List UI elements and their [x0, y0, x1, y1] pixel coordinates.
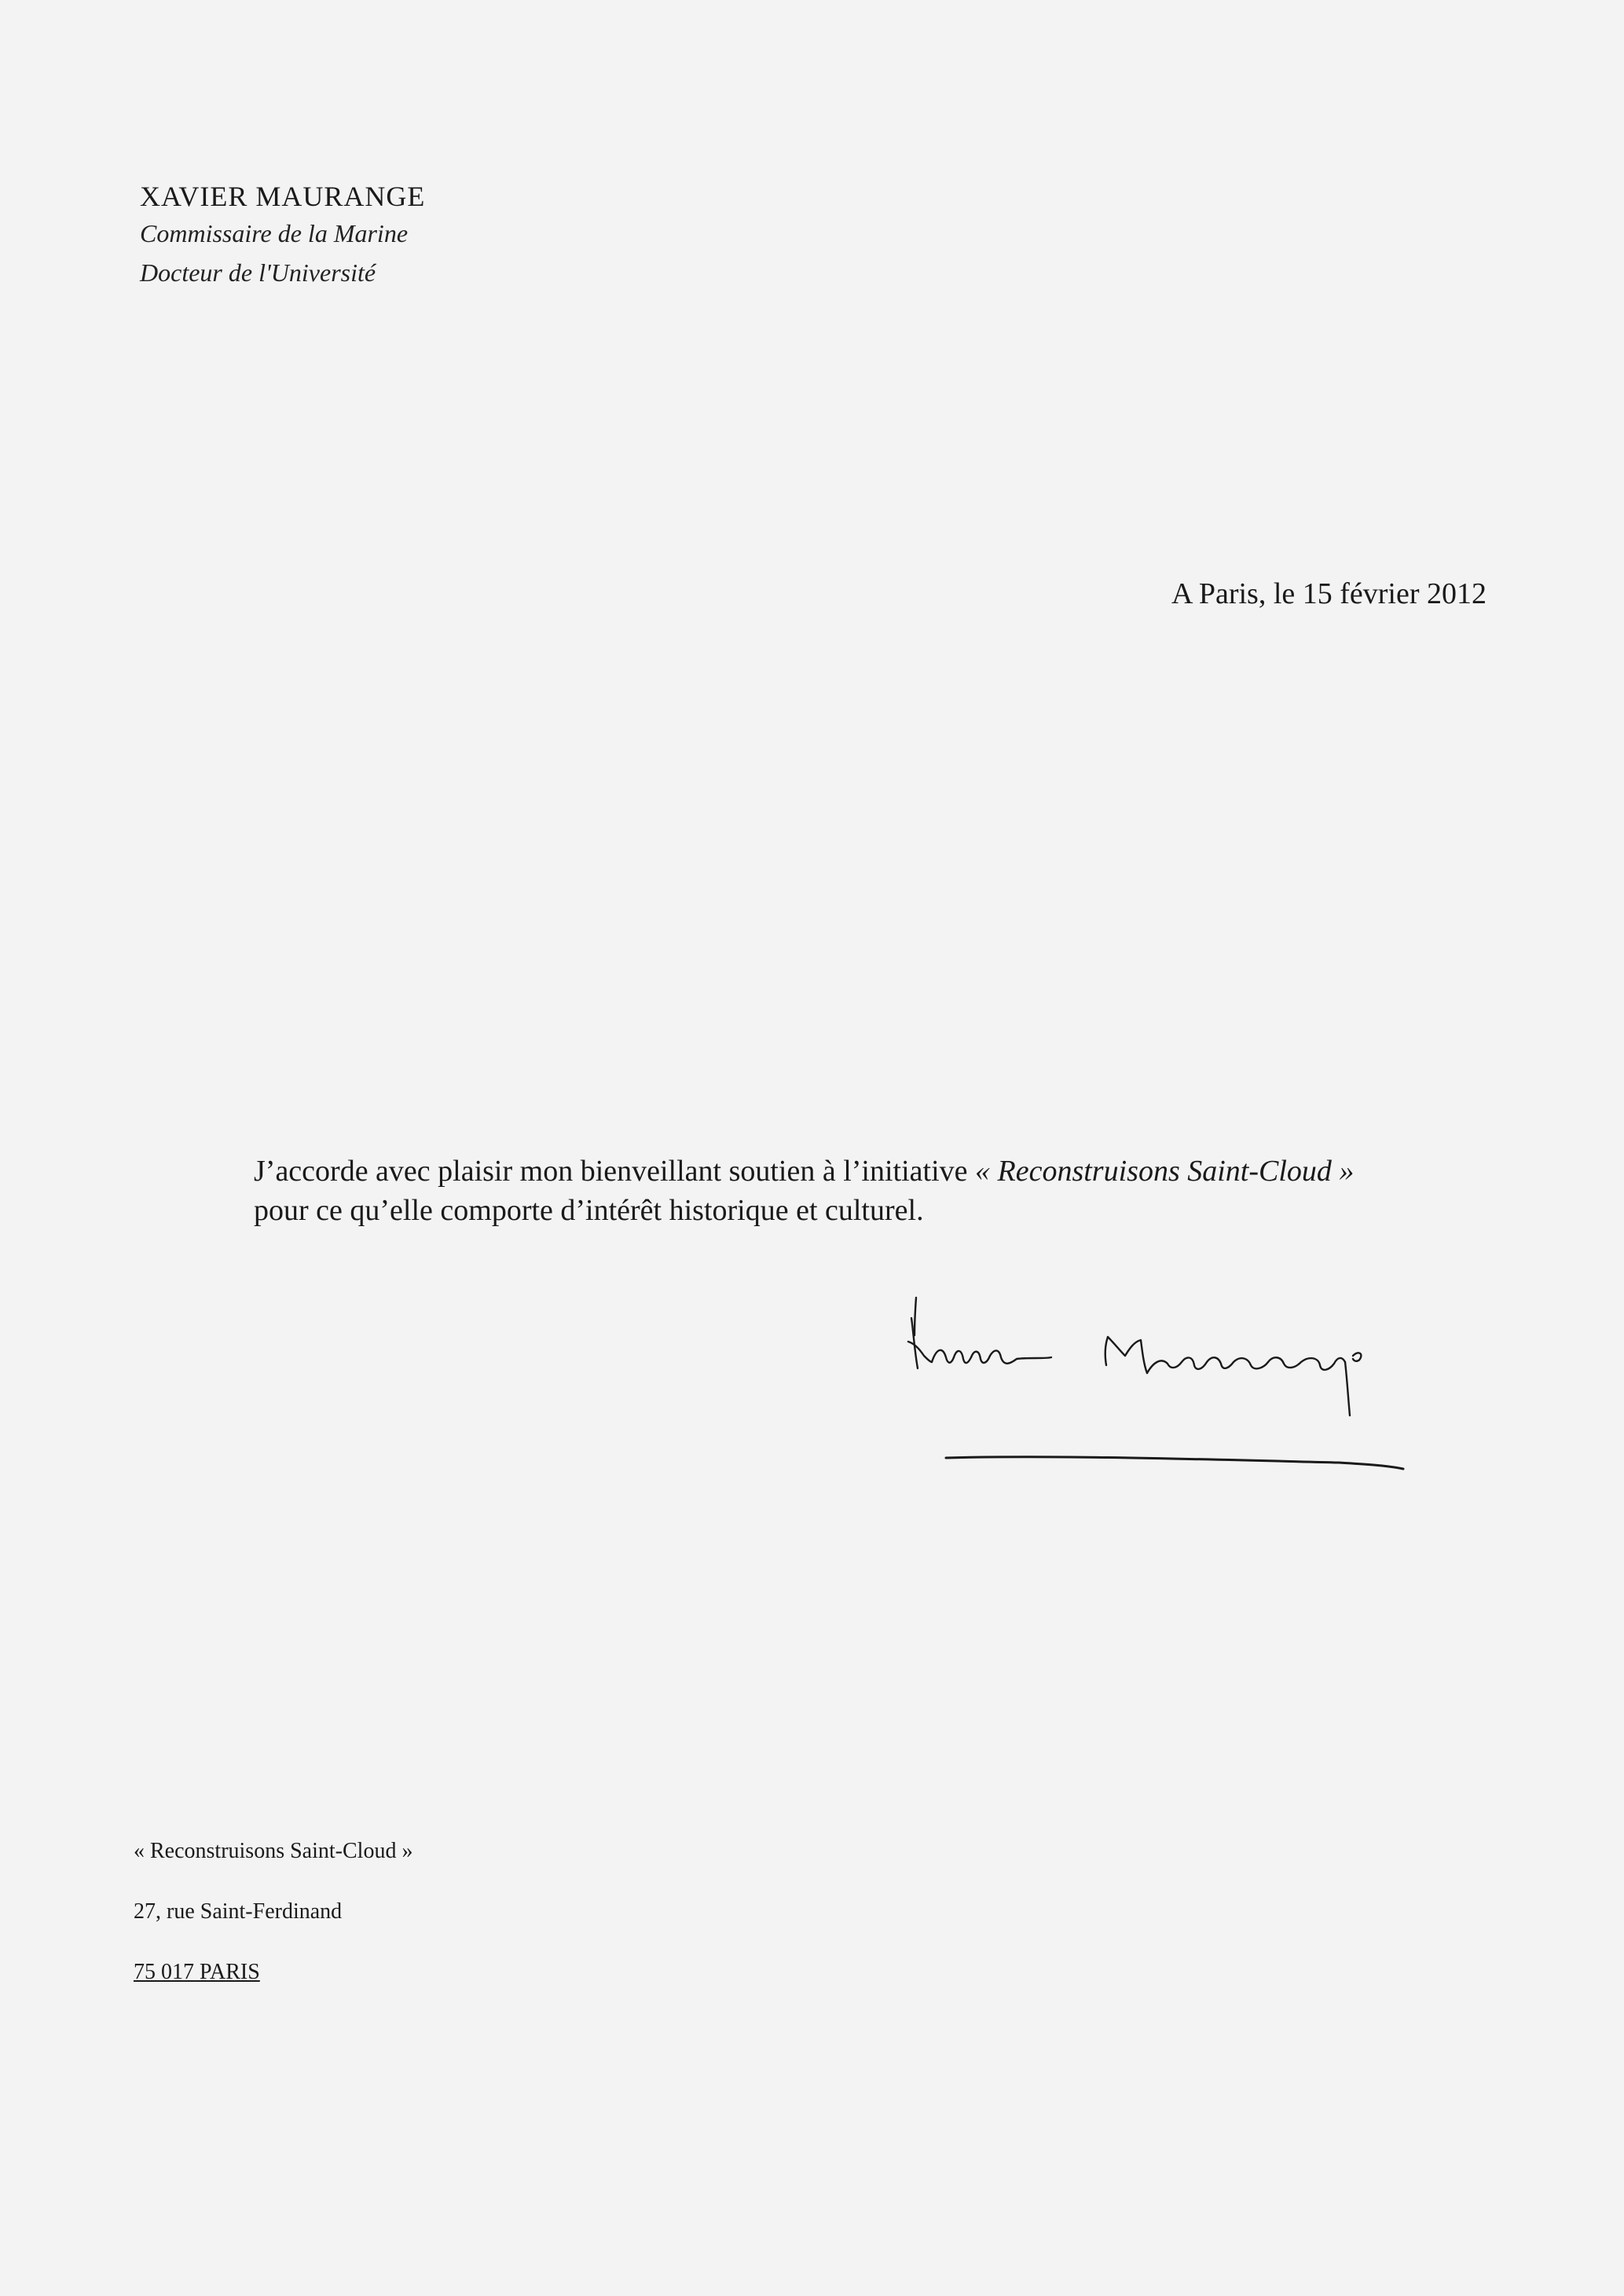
author-title-1: Commissaire de la Marine: [140, 219, 409, 247]
body-line-1: [254, 1152, 1511, 1191]
author-name: XAVIER MAURANGE: [140, 181, 426, 212]
letter-body: [254, 1152, 1511, 1230]
address-organization: « Reconstruisons Saint-Cloud »: [134, 1839, 413, 1863]
initiative-name: « Reconstruisons Saint-Cloud »: [975, 1155, 1355, 1188]
recipient-address: [134, 1836, 412, 2018]
author-title-2: Docteur de l'Université: [140, 258, 376, 287]
address-city: 75 017 PARIS: [134, 1960, 260, 1984]
body-line-2: pour ce qu’elle comporte d’intérêt historique et culturel.: [254, 1194, 924, 1227]
letterhead: [140, 179, 425, 292]
address-street: 27, rue Saint-Ferdinand: [134, 1899, 343, 1924]
body-line-1-prefix: J’accorde avec plaisir mon bienveillant soutien à l’initiative: [254, 1155, 976, 1188]
handwritten-signature: [878, 1280, 1452, 1500]
date-line: A Paris, le 15 février 2012: [1171, 577, 1487, 610]
